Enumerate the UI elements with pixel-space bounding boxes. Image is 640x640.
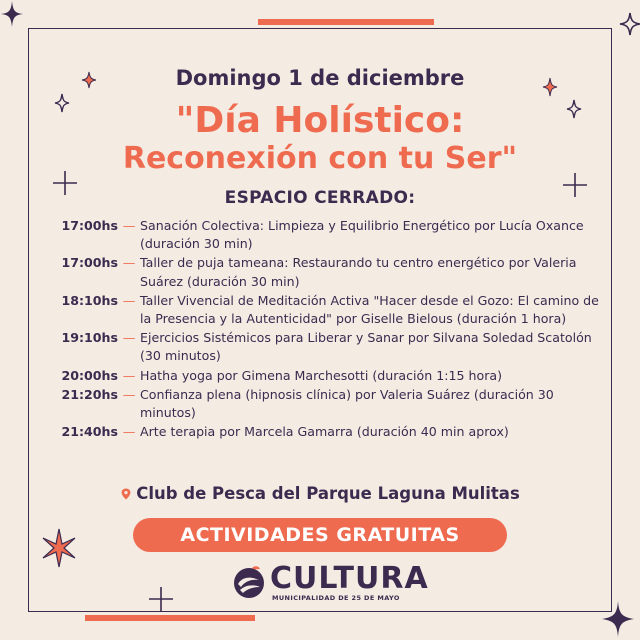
sparkle-icon [148, 586, 174, 612]
sparkle-icon [0, 0, 24, 28]
schedule-dash: — [122, 255, 136, 271]
schedule-item [40, 423, 600, 441]
event-title-line1: "Día Holístico: [175, 100, 465, 141]
schedule-description: Arte terapia por Marcela Gamarra (duración 40 min aprox) [140, 424, 509, 440]
cultura-logo [232, 561, 429, 608]
schedule-item [40, 386, 600, 422]
schedule-item [40, 329, 600, 365]
top-accent-bar [258, 19, 434, 25]
schedule-time: 20:00hs [61, 367, 118, 383]
schedule-dash: — [122, 292, 136, 308]
schedule-dash: — [122, 330, 136, 346]
schedule-description: Sanación Colectiva: Limpieza y Equilibrio Energético por Lucía Oxance (duración 30 min) [140, 218, 584, 252]
schedule-item [40, 367, 600, 385]
section-title: ESPACIO CERRADO: [224, 188, 416, 208]
event-title-line2: Reconexión con tu Ser" [122, 141, 518, 176]
location-text: Club de Pesca del Parque Laguna Mulitas [136, 484, 520, 503]
schedule-time: 21:40hs [61, 424, 118, 440]
schedule-dash: — [122, 367, 136, 383]
schedule-time: 17:00hs [61, 255, 118, 271]
schedule-time: 19:10hs [61, 330, 118, 346]
sparkle-icon [600, 600, 636, 638]
logo-subtitle: MUNICIPALIDAD DE 25 DE MAYO [272, 594, 400, 602]
schedule-item [40, 254, 600, 290]
bottom-accent-bar [85, 615, 255, 621]
event-date: Domingo 1 de diciembre [175, 66, 465, 90]
schedule-description: Ejercicios Sistémicos para Liberar y Sanar por Silvana Soledad Scatolón (30 minutos) [140, 330, 592, 364]
free-activities-badge: ACTIVIDADES GRATUITAS [133, 518, 507, 552]
event-location [0, 484, 640, 503]
schedule-description: Taller Vivencial de Meditación Activa "Hacer desde el Gozo: El camino de la Presencia y la Autenticidad" por Giselle Bielous (duración 1 hora) [140, 292, 599, 327]
schedule-description: Taller de puja tameana: Restaurando tu centro energético por Valeria Suárez (duración 30 min) [140, 255, 577, 289]
sparkle-icon [619, 12, 640, 36]
sparkle-icon [40, 528, 78, 568]
schedule-item [40, 217, 600, 253]
schedule-dash: — [122, 386, 136, 402]
schedule-time: 17:00hs [61, 218, 118, 233]
schedule-description: Hatha yoga por Gimena Marchesotti (duración 1:15 hora) [140, 367, 503, 383]
cultura-logo-icon [232, 565, 266, 599]
schedule-time: 18:10hs [61, 292, 118, 308]
schedule-description: Confianza plena (hipnosis clínica) por Valeria Suárez (duración 30 minutos) [140, 386, 554, 421]
schedule-list [40, 217, 600, 442]
schedule-dash: — [122, 424, 136, 440]
location-pin-icon [120, 488, 132, 500]
schedule-item [40, 292, 600, 328]
schedule-time: 21:20hs [61, 386, 118, 402]
logo-name: CULTURA [270, 561, 429, 596]
schedule-dash: — [122, 218, 136, 233]
